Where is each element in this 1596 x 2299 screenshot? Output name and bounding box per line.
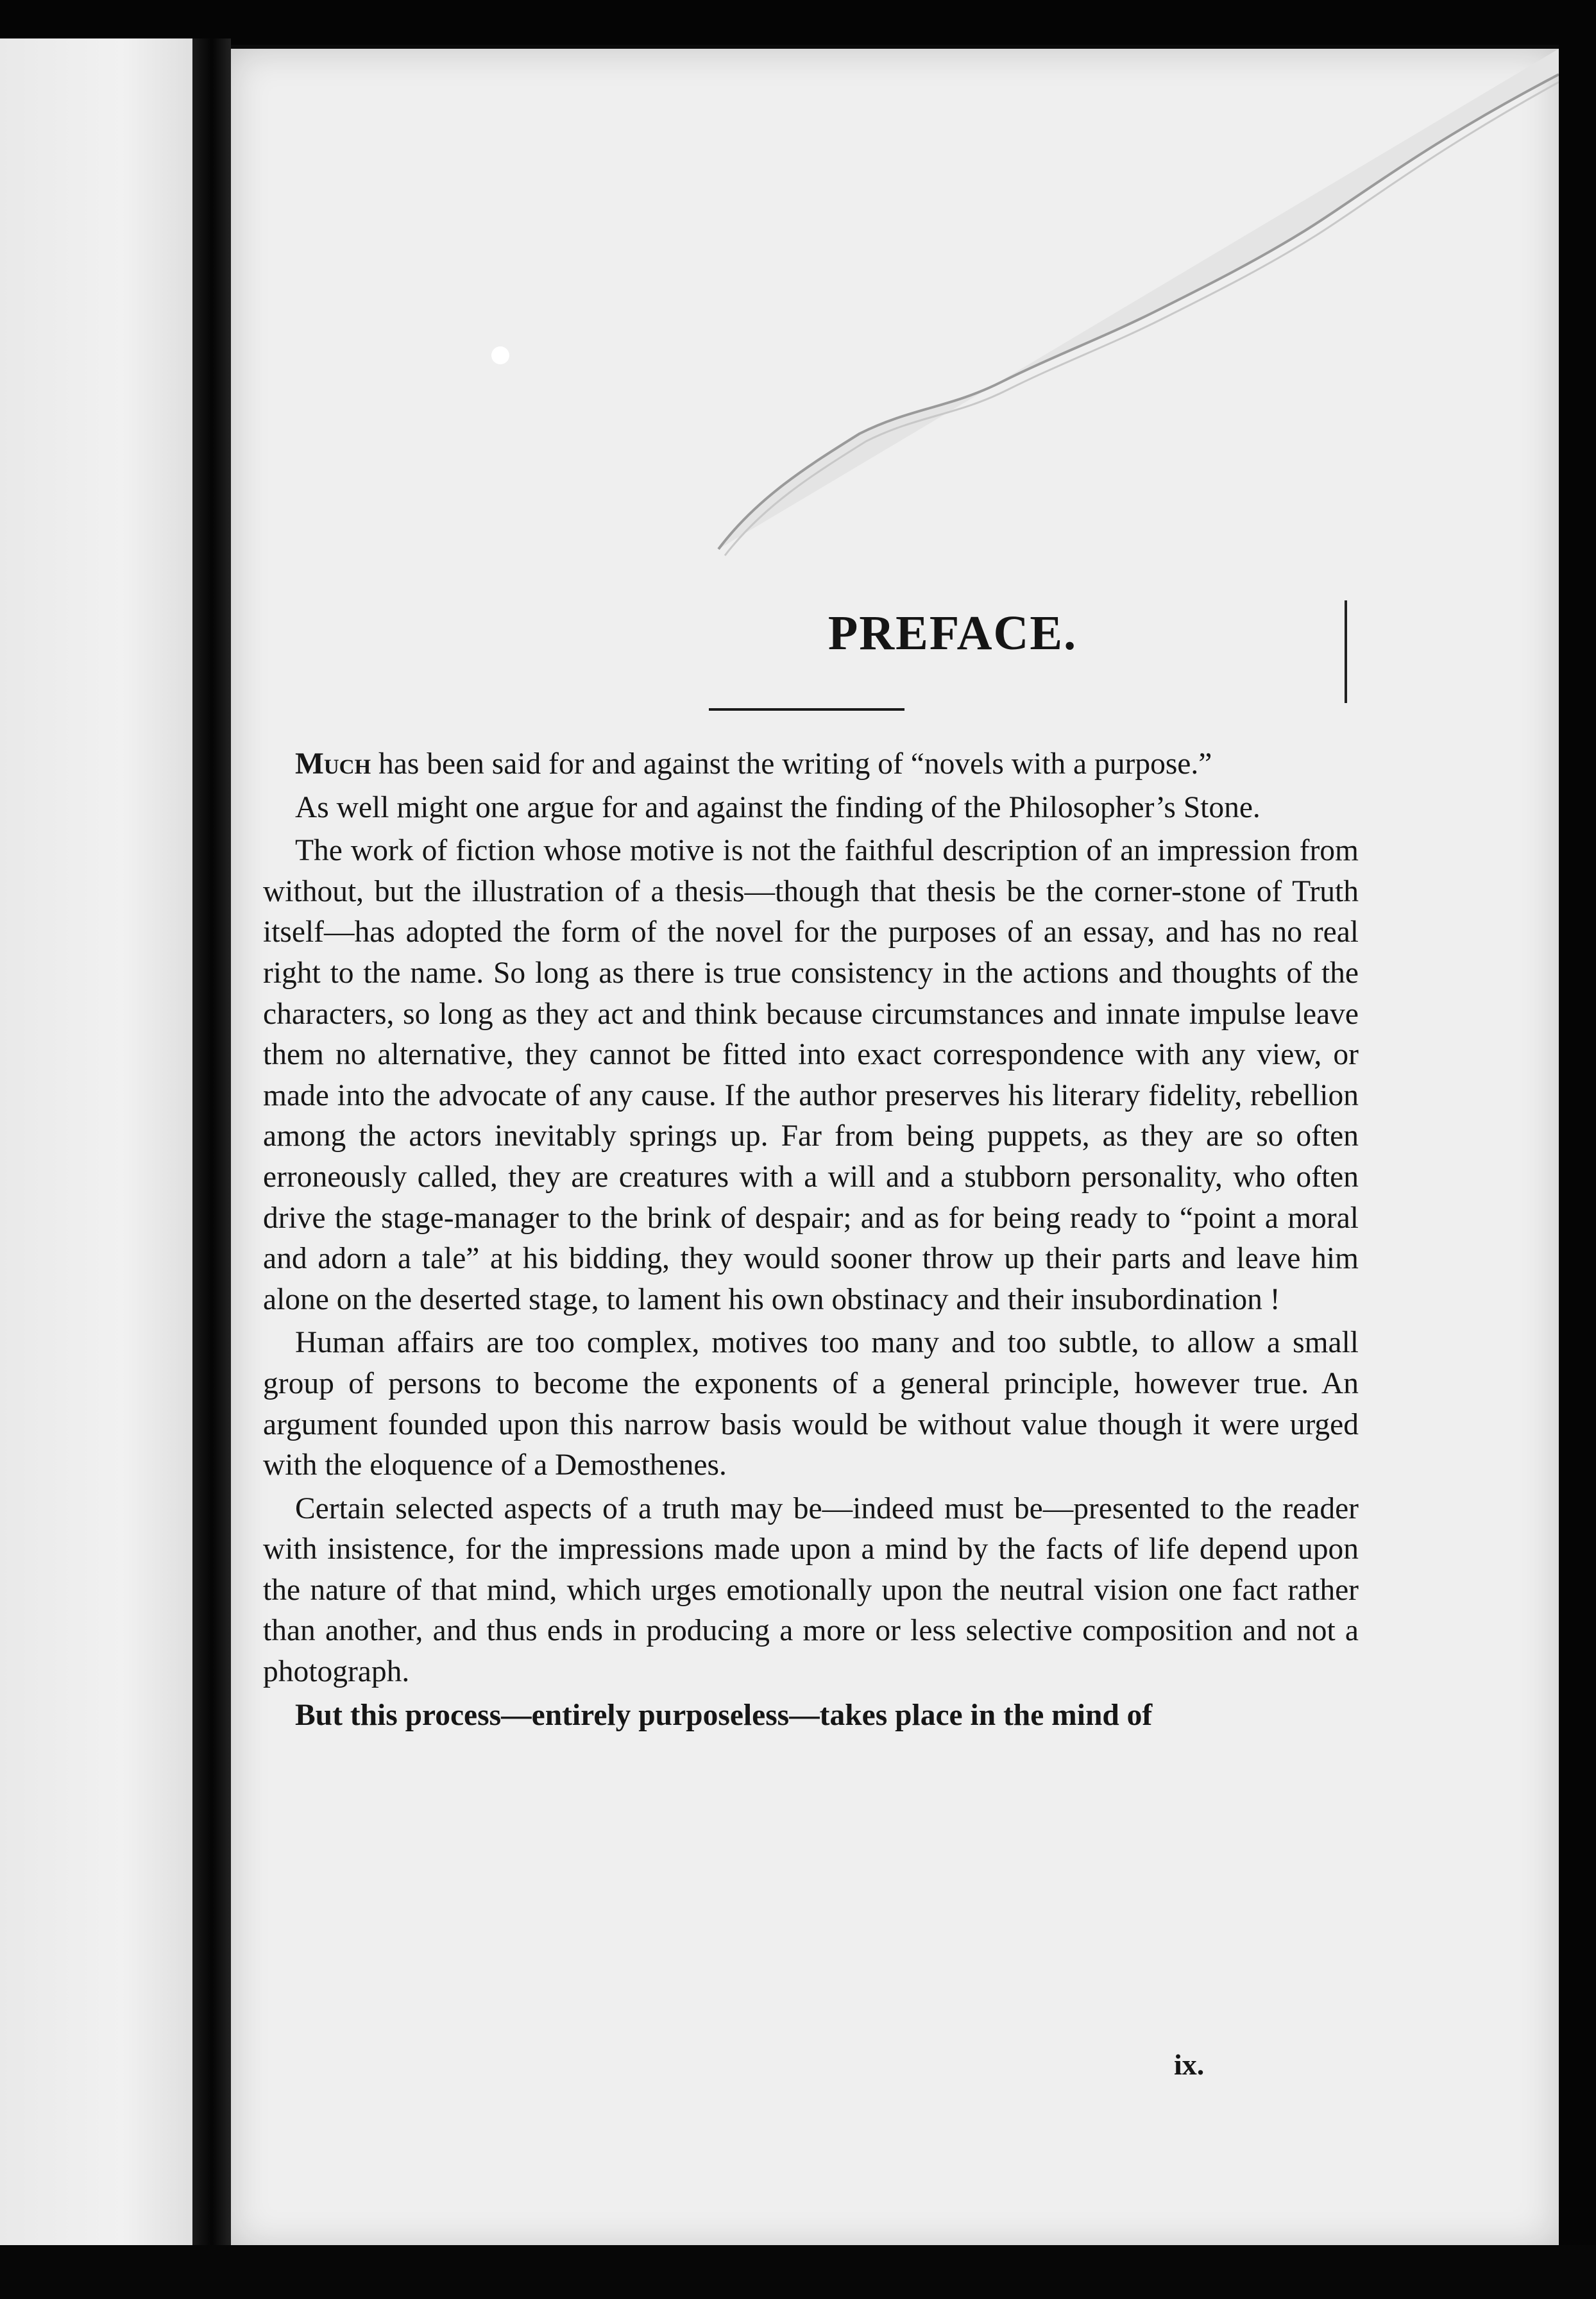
page-heading: PREFACE. xyxy=(828,606,1078,660)
page-number: ix. xyxy=(1174,2048,1205,2081)
book-gutter-shadow xyxy=(192,38,231,2245)
heading-rule xyxy=(709,708,904,711)
water-stain xyxy=(231,49,1559,626)
paragraph-1-text: has been said for and against the writing of “novels with a purpose.” xyxy=(371,747,1212,781)
paragraph-4: Human affairs are too complex, motives too many and too subtle, to allow a small group of persons to become the exponents of a general principle, however true. An argument founded upon this narrow basis would be without value though it were urged with the eloquence of a Demosthenes. xyxy=(263,1326,1359,1482)
scan-bottom-border xyxy=(0,2245,1596,2299)
paragraph-3: The work of fiction whose motive is not the faithful description of an impression from without, but the illustration of a thesis—though that thesis be the corner-stone of Truth itself—has adopted the form of the novel for the purposes of an essay, and has no real right to the name. So long as there is true consistency in the actions and thoughts of the characters, so long as they act and think because circumstances and innate impulse leave them no alternative, they cannot be fitted into exact correspondence with any view, or made into the advocate of any cause. If the author preserves his literary fidelity, rebellion among the actors inevitably springs up. Far from being puppets, as they are so often erroneously called, they are creatures with a will and a stubborn personality, who often drive the stage-manager to the brink of despair; and as for being ready to “point a moral and adorn a tale” at his bidding, they would sooner throw up their parts and leave him alone on the deserted stage, to lament his own obstinacy and their insubordination ! xyxy=(263,834,1359,1316)
paragraph-2: As well might one argue for and against the finding of the Philosopher’s Stone. xyxy=(295,790,1261,824)
scan-right-border xyxy=(1559,38,1596,2299)
paragraph-6: But this process—entirely purposeless—takes place in the mind of xyxy=(295,1698,1153,1732)
facing-page-edge xyxy=(0,38,204,2245)
scan-top-border xyxy=(0,0,1596,45)
preface-body xyxy=(263,744,1359,1736)
book-page xyxy=(231,49,1559,2249)
lead-word: Much xyxy=(295,747,371,781)
paragraph-1 xyxy=(263,744,1359,785)
paragraph-5: Certain selected aspects of a truth may be—indeed must be—presented to the reader with insistence, for the impressions made upon a mind by the facts of life depend upon the nature of that mind, which urges emotionally upon the neutral vision one fact rather than another, and thus ends in producing a more or less selective composition and not a photograph. xyxy=(263,1491,1359,1689)
margin-mark xyxy=(1345,600,1347,703)
